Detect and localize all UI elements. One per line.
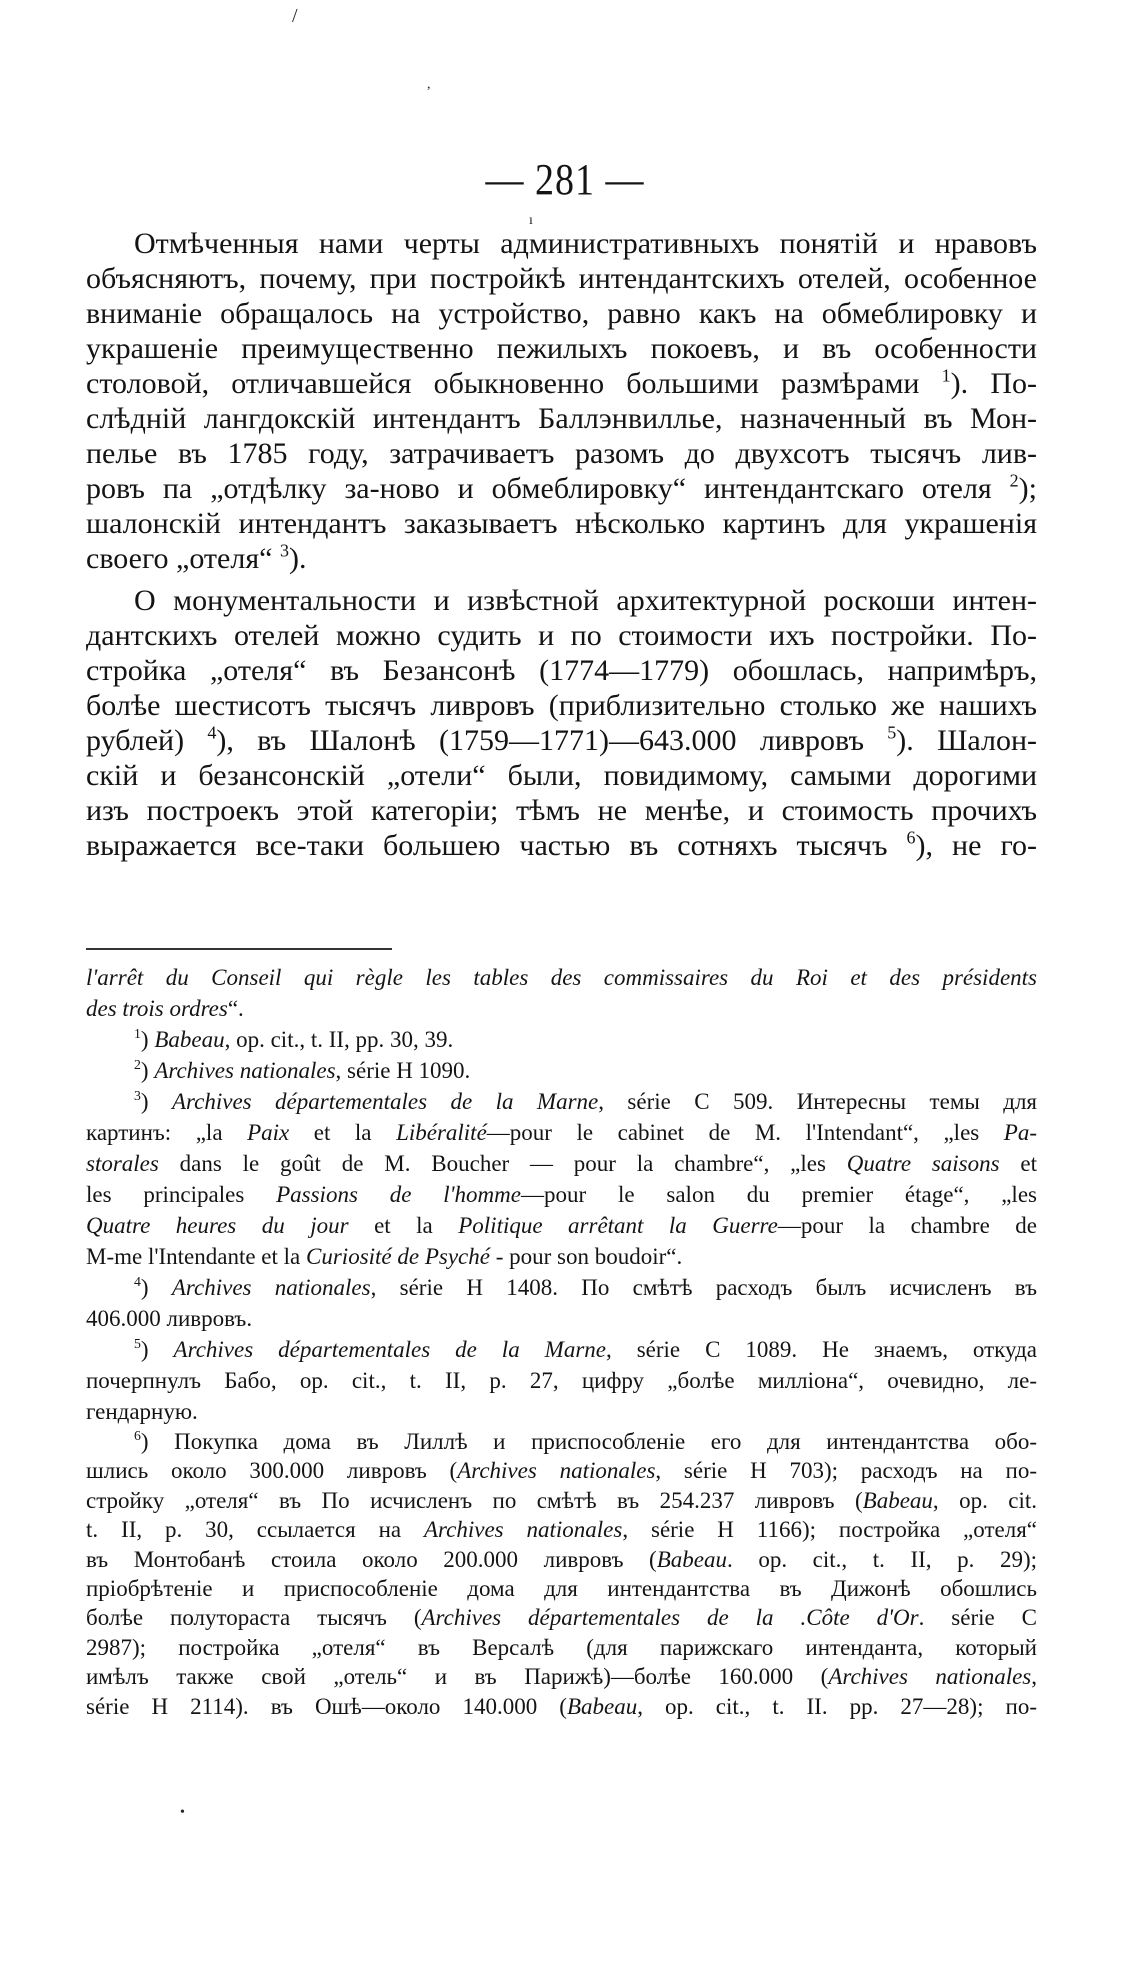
text-line: шалонскій интендантъ заказываетъ нѣсколько картинъ для украшенія	[86, 507, 1037, 540]
footnote-line: стройку „отеля“ въ По исчисленъ по смѣтѣ въ 254.237 ливровъ (Babeau, op. cit.	[86, 1487, 1037, 1513]
text-line: пелье въ 1785 году, затрачиваетъ разомъ до двухсотъ тысячъ лив-	[86, 437, 1037, 470]
footnote-line: M-me l'Intendante et la Curiosité de Psyché - pour son boudoir“.	[86, 1244, 683, 1269]
text-line: вниманіе обращалось на устройство, равно какъ на обмеблировку и	[86, 297, 1037, 330]
footnote-mark: 5	[134, 1336, 141, 1352]
footnote-mark: 2	[134, 1057, 141, 1073]
footnote-1	[86, 1024, 1037, 1055]
footnote-line: въ Монтобанѣ стоила около 200.000 ливровъ (Babeau. op. cit., t. II, p. 29);	[86, 1546, 1037, 1572]
footnote-line: série H 2114). въ Ошѣ—около 140.000 (Babeau, op. cit., t. II. pp. 27—28); по-	[86, 1693, 1037, 1719]
footnote-line: $^1$) Babeau, op. cit., t. II, pp. 30, 39.	[134, 1026, 454, 1052]
footnote-continuation	[86, 962, 1037, 1024]
text-line: украшеніе преимущественно пежилыхъ покоевъ, и въ особенности	[86, 332, 1037, 365]
footnote-line: шлись около 300.000 ливровъ (Archives nationales, série H 703); расходъ на по-	[86, 1458, 1037, 1484]
footnote-line: 2987); постройка „отеля“ въ Версалѣ (для парижскаго интенданта, который	[86, 1634, 1037, 1660]
footnote-line: $^6$) Покупка дома въ Лиллѣ и приспособленіе его для интендантства обо-	[134, 1428, 1037, 1454]
footnote-line: гендарную.	[86, 1399, 198, 1424]
footnote-line: почерпнулъ Бабо, op. cit., t. II, p. 27, цифру „болѣе милліона“, очевидно, ле-	[86, 1368, 1037, 1393]
text-line: стройка „отеля“ въ Безансонѣ (1774—1779) обошлась, напримѣръ,	[86, 654, 1037, 687]
footnote-mark: 3	[134, 1088, 141, 1104]
scan-speck: ,	[427, 77, 431, 92]
scan-speck: ı	[529, 213, 533, 228]
footnote-4	[86, 1272, 1037, 1334]
footnote-line: Quatre heures du jour et la Politique arrêtant la Guerre—pour la chambre de	[86, 1213, 1037, 1238]
text-line: Отмѣченныя нами черты административныхъ понятій и нравовъ	[134, 227, 1037, 260]
footnote-line: $^4$) Archives nationales, série H 1408. По смѣтѣ расходъ былъ исчисленъ въ	[134, 1274, 1037, 1300]
scan-speck: /	[292, 5, 298, 27]
footnote-ref-3[interactable]: 3	[279, 540, 289, 561]
footnote-line: пріобрѣтеніе и приспособленіе дома для интендантства въ Дижонѣ обошлись	[86, 1575, 1037, 1601]
footnote-ref-1[interactable]: 1	[941, 365, 951, 386]
footnote-mark: 6	[134, 1428, 141, 1444]
footnote-mark: 4	[134, 1274, 141, 1290]
text-line: ровъ па „отдѣлку за-ново и обмеблировку“ интендантскаго отеля $^2$);	[86, 470, 1037, 505]
footnote-line: болѣе полутораста тысячъ (Archives départementales de la .Côte d'Or. série C	[86, 1605, 1037, 1631]
footnote-3	[86, 1086, 1037, 1272]
paragraph-2	[86, 583, 1037, 863]
paragraph-1	[86, 226, 1037, 576]
footnote-line: des trois ordres“.	[86, 996, 244, 1021]
scan-speck: •	[180, 1805, 185, 1820]
footnote-ref-5[interactable]: 5	[887, 722, 897, 743]
footnote-line: t. II, p. 30, ссылается на Archives nationales, série H 1166); постройка „отеля“	[86, 1517, 1037, 1543]
footnote-mark: 1	[134, 1026, 141, 1042]
text-line: рублей) $^4$), въ Шалонѣ (1759—1771)—643.000 ливровъ $^5$). Шалон-	[86, 722, 1037, 757]
footnote-line: имѣлъ также свой „отель“ и въ Парижѣ)—болѣе 160.000 (Archives nationales,	[86, 1664, 1037, 1690]
footnote-2	[86, 1055, 1037, 1086]
text-line: выражается все-таки большею частью въ сотняхъ тысячъ $^6$), не го-	[86, 827, 1037, 862]
footnote-5	[86, 1334, 1037, 1427]
footnote-line: les principales Passions de l'homme—pour le salon du premier étage“, „les	[86, 1182, 1037, 1207]
footnote-line: l'arrêt du Conseil qui règle les tables des commissaires du Roi et des présidents	[86, 965, 1037, 990]
text-line: скій и безансонскій „отели“ были, повидимому, самыми дорогими	[86, 759, 1037, 792]
page-number: — 281 —	[485, 155, 645, 205]
footnote-separator-rule	[86, 948, 392, 950]
footnote-ref-4[interactable]: 4	[207, 722, 217, 743]
body-text	[86, 226, 1037, 863]
text-line: болѣе шестисотъ тысячъ ливровъ (приблизительно столько же нашихъ	[86, 689, 1037, 722]
footnote-line: $^2$) Archives nationales, série H 1090.	[134, 1057, 471, 1083]
footnote-line: $^5$) Archives départementales de la Marne, série C 1089. Не знаемъ, откуда	[134, 1336, 1037, 1362]
footnote-line: 406.000 ливровъ.	[86, 1306, 253, 1331]
footnote-ref-2[interactable]: 2	[1009, 470, 1019, 491]
footnote-line: storales dans le goût de M. Boucher — pour la chambre“, „les Quatre saisons et	[86, 1151, 1037, 1176]
text-line: столовой, отличавшейся обыкновенно большими размѣрами $^1$). По-	[86, 365, 1037, 400]
text-line: своего „отеля“ $^3$).	[86, 540, 307, 575]
text-line: дантскихъ отелей можно судить и по стоимости ихъ постройки. По-	[86, 619, 1037, 652]
footnote-line: $^3$) Archives départementales de la Marne, série C 509. Интересны темы для	[134, 1088, 1038, 1114]
footnote-line: картинъ: „la Paix et la Libéralité—pour le cabinet de M. l'Intendant“, „les Pa-	[86, 1120, 1037, 1145]
footnote-ref-6[interactable]: 6	[906, 827, 916, 848]
footnote-6	[86, 1427, 1037, 1721]
text-line: объясняютъ, почему, при постройкѣ интендантскихъ отелей, особенное	[86, 262, 1037, 295]
text-line: изъ построекъ этой категоріи; тѣмъ не менѣе, и стоимость прочихъ	[86, 794, 1037, 827]
text-line: О монументальности и извѣстной архитектурной роскоши интен-	[134, 584, 1037, 617]
text-line: слѣдній лангдокскій интендантъ Баллэнвилльe, назначенный въ Мон-	[86, 402, 1037, 435]
footnotes	[86, 962, 1037, 1721]
